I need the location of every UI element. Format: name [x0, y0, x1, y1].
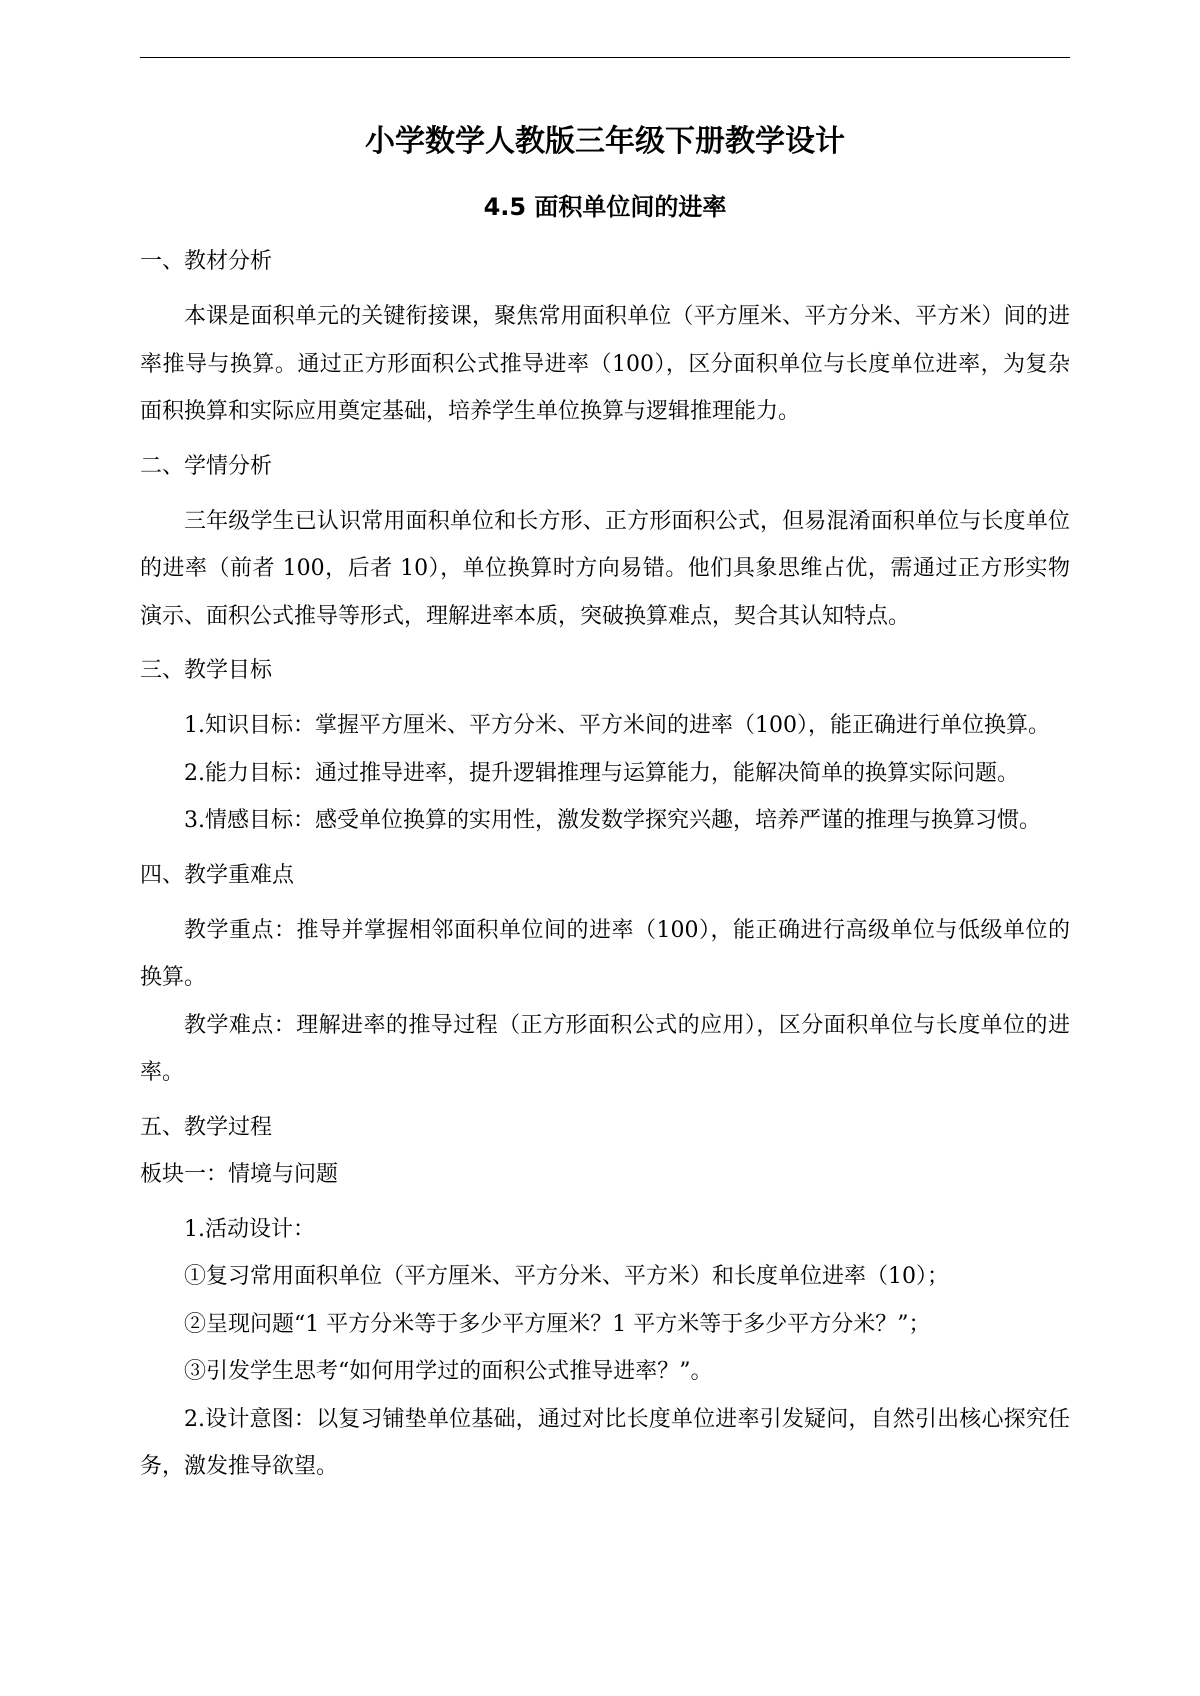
paragraph: 3.情感目标：感受单位换算的实用性，激发数学探究兴趣，培养严谨的推理与换算习惯。 — [184, 808, 1041, 833]
section-heading-key-points: 四、教学重难点 — [140, 862, 295, 888]
paragraph: ①复习常用面积单位（平方厘米、平方分米、平方米）和长度单位进率（10）； — [184, 1264, 949, 1289]
paragraph: 教学重点：推导并掌握相邻面积单位间的进率（100），能正确进行高级单位与低级单位的换算。 — [140, 917, 1070, 990]
paragraph: ③引发学生思考“如何用学过的面积公式推导进率？”。 — [184, 1359, 713, 1384]
section-heading-objectives: 三、教学目标 — [140, 658, 273, 683]
paragraph: 1.知识目标：掌握平方厘米、平方分米、平方米间的进率（100），能正确进行单位换算。 — [184, 713, 1050, 738]
header-rule — [140, 57, 1070, 58]
block-heading: 板块一：情境与问题 — [140, 1161, 339, 1187]
paragraph: 1.活动设计： — [184, 1216, 315, 1242]
paragraph: 2.能力目标：通过推导进率，提升逻辑推理与运算能力，能解决简单的换算实际问题。 — [184, 760, 1019, 786]
document-title: 小学数学人教版三年级下册教学设计 — [365, 124, 845, 159]
paragraph: 三年级学生已认识常用面积单位和长方形、正方形面积公式，但易混淆面积单位与长度单位的进率（前者 100，后者 10），单位换算时方向易错。他们具象思维占优，需通过正方形实物演示、面积公式推导等形式，理解进率本质，突破换算难点，契合其认知特点。 — [140, 508, 1070, 629]
lesson-subtitle: 4.5 面积单位间的进率 — [483, 193, 727, 221]
paragraph: 本课是面积单元的关键衔接课，聚焦常用面积单位（平方厘米、平方分米、平方米）间的进率推导与换算。通过正方形面积公式推导进率（100），区分面积单位与长度单位进率，为复杂面积换算和实际应用奠定基础，培养学生单位换算与逻辑推理能力。 — [140, 304, 1070, 424]
paragraph: ②呈现问题“1 平方分米等于多少平方厘米？1 平方米等于多少平方分米？”； — [184, 1311, 931, 1337]
paragraph: 2.设计意图：以复习铺垫单位基础，通过对比长度单位进率引发疑问，自然引出核心探究任务，激发推导欲望。 — [140, 1406, 1070, 1479]
document-body — [140, 246, 1070, 1491]
section-heading-process: 五、教学过程 — [140, 1114, 273, 1140]
paragraph: 教学难点：理解进率的推导过程（正方形面积公式的应用），区分面积单位与长度单位的进率。 — [140, 1012, 1070, 1085]
section-heading-student-analysis: 二、学情分析 — [140, 453, 273, 479]
section-heading-textbook-analysis: 一、教材分析 — [140, 249, 273, 274]
